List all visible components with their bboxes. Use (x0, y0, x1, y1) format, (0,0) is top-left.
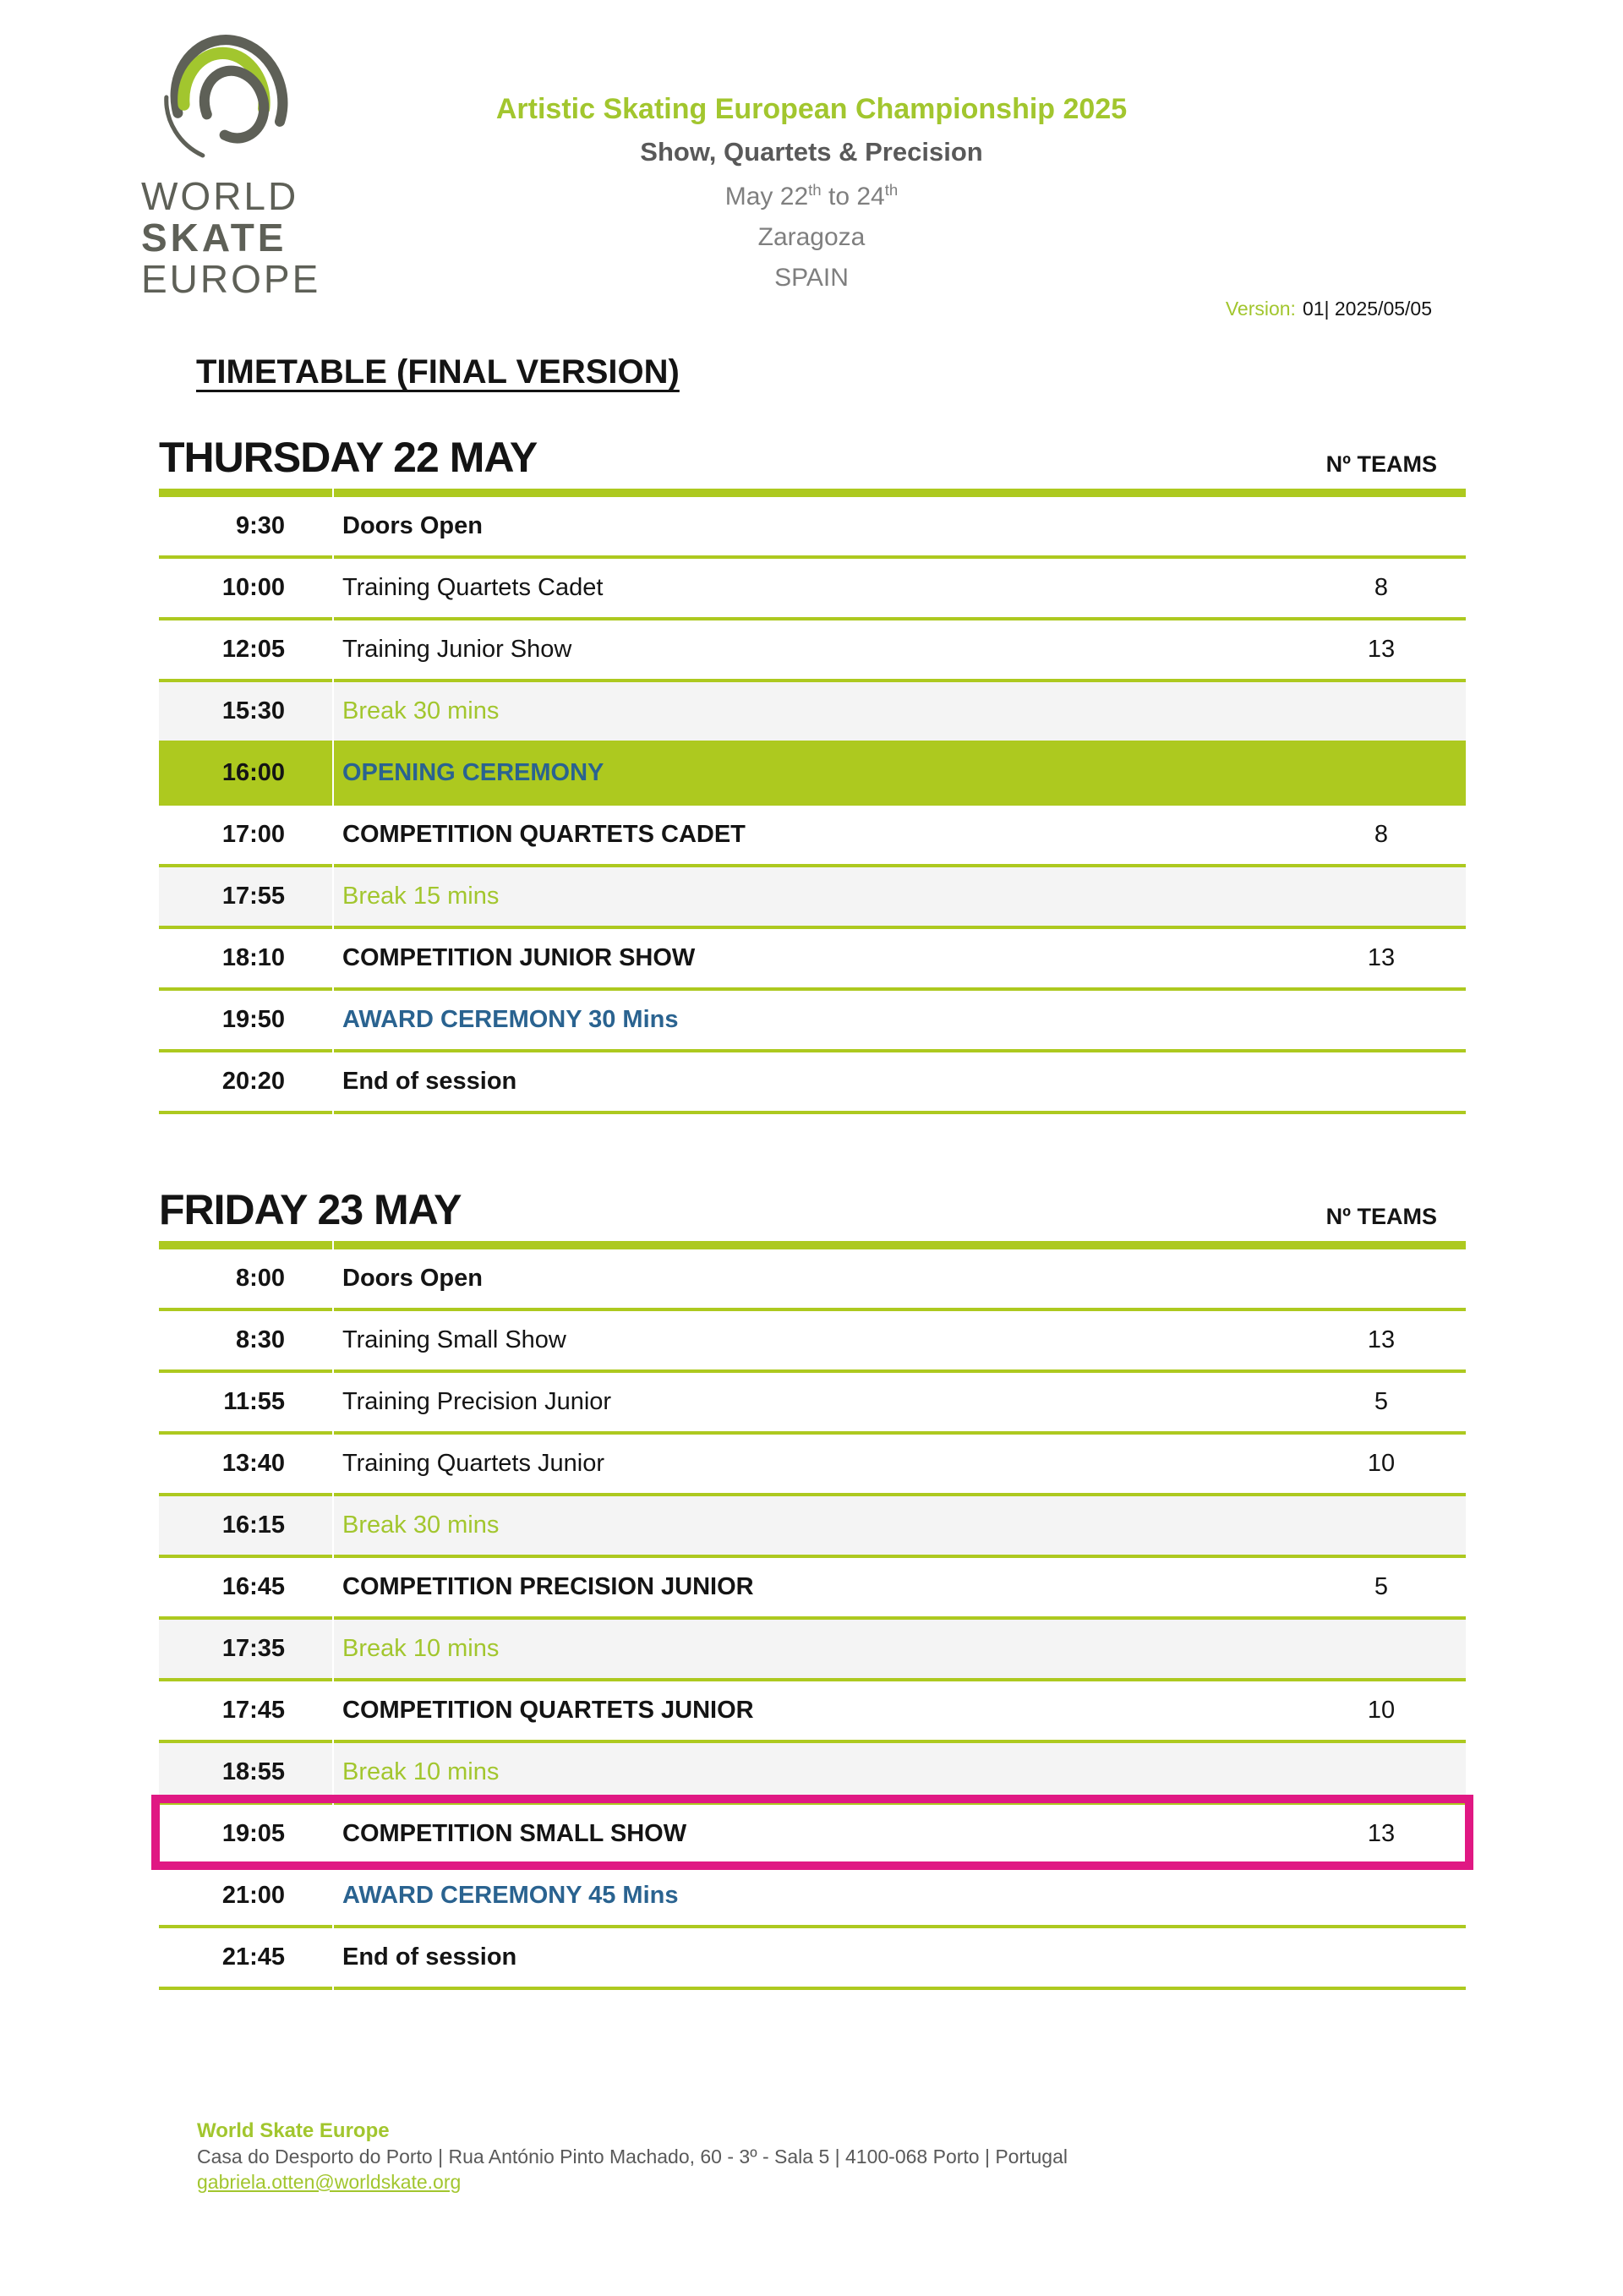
row-event: Doors Open (342, 1265, 483, 1292)
row-time: 20:20 (159, 1052, 332, 1114)
row-time: 21:45 (159, 1928, 332, 1990)
wordmark-world: WORLD (141, 174, 299, 218)
header-rule (159, 1241, 1466, 1249)
row-event: Training Junior Show (342, 636, 572, 663)
day-section-friday (159, 1185, 1466, 1990)
row-time: 16:00 (159, 744, 332, 806)
row-time: 11:55 (159, 1373, 332, 1435)
row-event: Break 10 mins (342, 1758, 500, 1785)
row-teams: 10 (1367, 1450, 1396, 1477)
table-row-break (159, 682, 1466, 744)
row-time: 18:10 (159, 929, 332, 991)
event-title: Artistic Skating European Championship 2025 (495, 93, 1128, 125)
row-time: 8:00 (159, 1249, 332, 1311)
row-teams: 13 (1367, 944, 1396, 971)
world-skate-wordmark (141, 176, 320, 300)
row-time: 17:55 (159, 867, 332, 929)
header-rule (159, 489, 1466, 497)
footer-address: Casa do Desporto do Porto | Rua António Pinto Machado, 60 - 3º - Sala 5 | 4100-068 Porto | Portugal (197, 2146, 1068, 2168)
row-event: COMPETITION JUNIOR SHOW (342, 944, 696, 971)
row-teams: 5 (1374, 1388, 1389, 1415)
row-event: Training Quartets Junior (342, 1450, 605, 1477)
row-time: 16:15 (159, 1496, 332, 1558)
table-row-award-ceremony (159, 991, 1466, 1052)
row-teams: 13 (1367, 636, 1396, 663)
row-event: Break 10 mins (342, 1635, 500, 1662)
table-row (159, 1249, 1466, 1311)
row-event: COMPETITION PRECISION JUNIOR (342, 1573, 754, 1600)
row-time: 15:30 (159, 682, 332, 744)
table-row-highlighted (159, 1805, 1466, 1867)
row-time: 13:40 (159, 1435, 332, 1496)
row-event: Break 30 mins (342, 1512, 500, 1539)
row-time: 10:00 (159, 559, 332, 620)
wordmark-europe: EUROPE (141, 257, 321, 301)
row-time: 21:00 (159, 1867, 332, 1928)
wordmark-skate: SKATE (141, 216, 287, 260)
row-teams: 13 (1367, 1820, 1396, 1847)
row-event: Break 30 mins (342, 697, 500, 724)
row-time: 8:30 (159, 1311, 332, 1373)
table-row (159, 1373, 1466, 1435)
table-row (159, 929, 1466, 991)
row-time: 17:00 (159, 806, 332, 867)
version-line (1226, 298, 1432, 320)
row-event: Training Precision Junior (342, 1388, 612, 1415)
row-event: COMPETITION QUARTETS CADET (342, 821, 746, 848)
teams-column-header: Nº TEAMS (1325, 451, 1437, 477)
row-event: AWARD CEREMONY 30 Mins (342, 1006, 679, 1033)
row-event: AWARD CEREMONY 45 Mins (342, 1882, 679, 1909)
footer-email-link[interactable]: gabriela.otten@worldskate.org (197, 2171, 462, 2193)
table-row (159, 1681, 1466, 1743)
table-row (159, 1052, 1466, 1114)
table-row-opening-ceremony (159, 744, 1466, 806)
row-time: 16:45 (159, 1558, 332, 1620)
row-time: 17:45 (159, 1681, 332, 1743)
day-section-thursday (159, 433, 1466, 1114)
table-row (159, 1928, 1466, 1990)
row-event: End of session (342, 1943, 517, 1971)
row-event: End of session (342, 1068, 517, 1095)
table-row (159, 1558, 1466, 1620)
world-skate-logo-icon (162, 34, 299, 167)
event-city: Zaragoza (757, 223, 866, 251)
row-event: COMPETITION QUARTETS JUNIOR (342, 1697, 754, 1724)
row-event: OPENING CEREMONY (342, 759, 604, 786)
table-row-break (159, 1496, 1466, 1558)
table-row (159, 806, 1466, 867)
row-time: 18:55 (159, 1743, 332, 1805)
day-header (159, 433, 1466, 482)
row-teams: 8 (1374, 574, 1389, 601)
row-event: Doors Open (342, 512, 483, 539)
table-row (159, 559, 1466, 620)
event-dates: May 22th to 24th (724, 181, 899, 210)
day-title: THURSDAY 22 MAY (159, 434, 538, 481)
table-row (159, 620, 1466, 682)
day-header (159, 1185, 1466, 1234)
row-teams: 8 (1374, 821, 1389, 848)
table-row (159, 497, 1466, 559)
table-row-break (159, 1743, 1466, 1805)
teams-column-header: Nº TEAMS (1325, 1204, 1437, 1229)
row-event: Training Quartets Cadet (342, 574, 604, 601)
table-row (159, 1311, 1466, 1373)
row-event: Training Small Show (342, 1326, 566, 1353)
event-header (496, 93, 1127, 292)
row-time: 9:30 (159, 497, 332, 559)
footer-org-name: World Skate Europe (197, 2119, 390, 2142)
row-event: COMPETITION SMALL SHOW (342, 1820, 687, 1847)
row-teams: 13 (1367, 1326, 1396, 1353)
row-event: Break 15 mins (342, 883, 500, 910)
row-time: 19:05 (159, 1805, 332, 1867)
table-row-break (159, 1620, 1466, 1681)
version-value: 01| 2025/05/05 (1302, 298, 1432, 320)
day-title: FRIDAY 23 MAY (159, 1186, 462, 1233)
row-time: 12:05 (159, 620, 332, 682)
table-row-break (159, 867, 1466, 929)
row-time: 17:35 (159, 1620, 332, 1681)
row-time: 19:50 (159, 991, 332, 1052)
row-teams: 10 (1367, 1697, 1396, 1724)
event-country: SPAIN (774, 264, 849, 292)
table-row (159, 1435, 1466, 1496)
event-subtitle: Show, Quartets & Precision (640, 137, 983, 167)
table-row-award-ceremony (159, 1867, 1466, 1928)
page-title: TIMETABLE (FINAL VERSION) (196, 353, 680, 391)
footer (197, 2118, 1068, 2195)
version-label: Version: (1225, 298, 1296, 320)
row-teams: 5 (1374, 1573, 1389, 1600)
